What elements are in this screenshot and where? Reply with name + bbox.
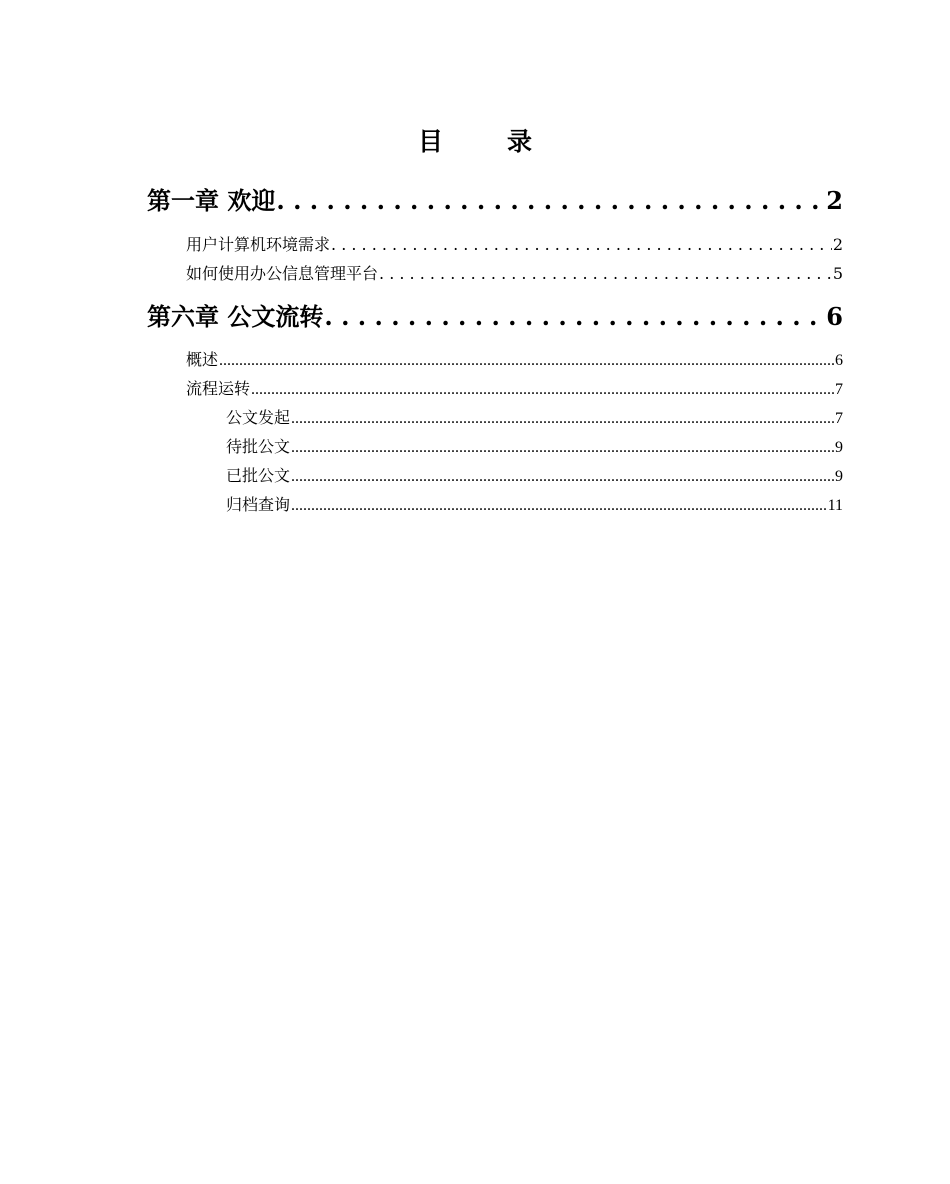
toc-entry-label: 流程运转: [186, 381, 251, 398]
toc-entry-page: 7: [835, 381, 843, 398]
toc-entry-label: 待批公文: [226, 439, 291, 456]
toc-entry-page: 2: [826, 186, 843, 215]
toc-entry-label: 用户计算机环境需求: [186, 235, 331, 254]
toc-entry-page: 6: [826, 302, 843, 331]
toc-entry-page: 9: [835, 439, 843, 456]
toc-entry-chapter-6[interactable]: [147, 300, 843, 334]
toc-entry-workflow[interactable]: [186, 378, 843, 402]
toc-entry-page: 6: [835, 352, 843, 369]
dot-leader: [276, 184, 825, 218]
dot-leader: [219, 349, 834, 373]
toc-entry-requirements[interactable]: [186, 233, 843, 257]
toc-entry-overview[interactable]: [186, 349, 843, 373]
toc-title-char-2: 录: [507, 127, 533, 156]
toc-entry-page: 2: [832, 235, 843, 254]
dot-leader: [291, 407, 834, 431]
toc-entry-page: 9: [835, 468, 843, 485]
toc-entry-pending-documents[interactable]: [226, 436, 843, 460]
toc-entry-label: 已批公文: [226, 468, 291, 485]
toc-entry-label: 如何使用办公信息管理平台: [186, 264, 379, 283]
dot-leader: [379, 262, 832, 286]
toc-title-char-1: 目: [417, 127, 443, 156]
toc-entry-label: 第六章 公文流转: [147, 302, 324, 331]
toc-entry-archive-query[interactable]: [226, 494, 843, 518]
toc-entry-how-to-use[interactable]: [186, 262, 843, 286]
toc-entry-page: 7: [835, 410, 843, 427]
dot-leader: [291, 494, 827, 518]
dot-leader: [291, 436, 834, 460]
toc-entry-initiate-document[interactable]: [226, 407, 843, 431]
toc-entry-label: 概述: [186, 352, 219, 369]
toc-entry-page: 5: [832, 264, 843, 283]
dot-leader: [331, 233, 832, 257]
toc-entry-chapter-1[interactable]: [147, 184, 843, 218]
toc-entry-label: 归档查询: [226, 497, 291, 514]
dot-leader: [324, 300, 825, 334]
toc-entry-approved-documents[interactable]: [226, 465, 843, 489]
toc-entry-label: 公文发起: [226, 410, 291, 427]
toc-entry-page: 11: [827, 497, 843, 514]
dot-leader: [251, 378, 834, 402]
toc-title: [0, 124, 950, 160]
toc-entry-label: 第一章 欢迎: [147, 186, 276, 215]
dot-leader: [291, 465, 834, 489]
